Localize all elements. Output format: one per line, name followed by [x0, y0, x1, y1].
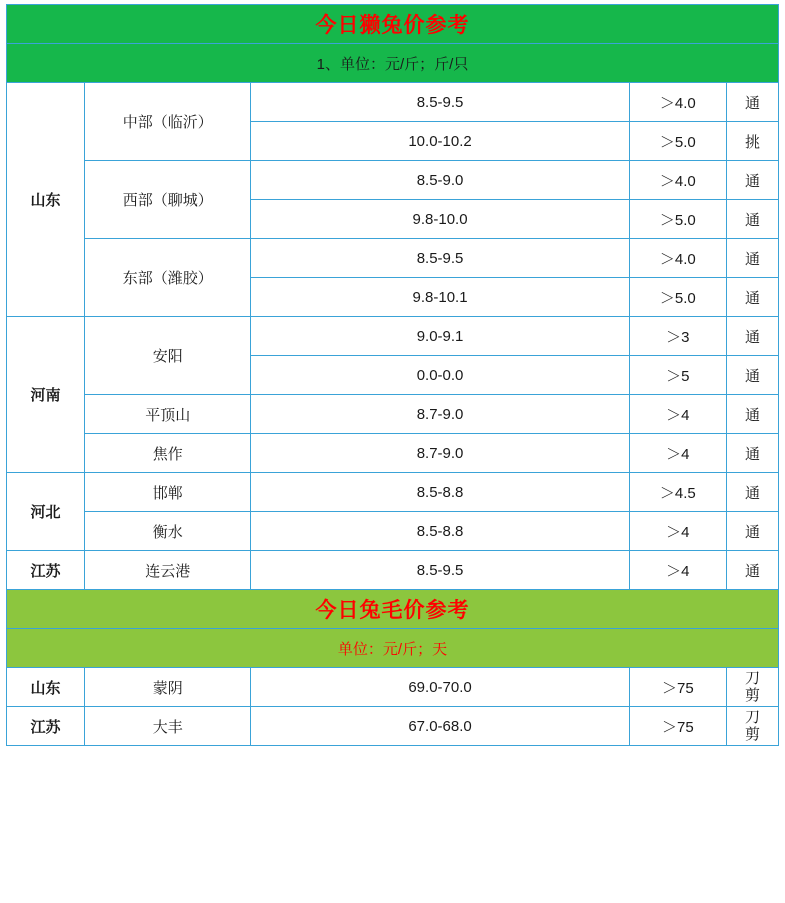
- price-cell: 8.5-9.5: [251, 551, 629, 590]
- price-cell: 0.0-0.0: [251, 356, 629, 395]
- weight-cell: ＞5.0: [629, 200, 726, 239]
- section-title-2: 今日兔毛价参考: [7, 590, 779, 629]
- region-cell: 安阳: [85, 317, 251, 395]
- table-row: [7, 707, 779, 746]
- weight-cell: ＞5.0: [629, 122, 726, 161]
- unit-note-1: 1、单位：元/斤；斤/只: [7, 44, 779, 83]
- mode-cell: 通: [726, 200, 778, 239]
- weight-cell: ＞4: [629, 512, 726, 551]
- table-row: [7, 434, 779, 473]
- mode-cell: 挑: [726, 122, 778, 161]
- table-row: [7, 317, 779, 356]
- price-cell: 8.7-9.0: [251, 395, 629, 434]
- price-cell: 8.5-8.8: [251, 473, 629, 512]
- table-row: [7, 473, 779, 512]
- weight-cell: ＞4.5: [629, 473, 726, 512]
- province-cell: 山东: [7, 668, 85, 707]
- table-row: [7, 83, 779, 122]
- mode-cell: 通: [726, 551, 778, 590]
- mode-cell: 通: [726, 473, 778, 512]
- table-row: [7, 239, 779, 278]
- price-cell: 8.5-9.5: [251, 83, 629, 122]
- unit-note-row-1: [7, 44, 779, 83]
- region-cell: 连云港: [85, 551, 251, 590]
- region-cell: 衡水: [85, 512, 251, 551]
- weight-cell: ＞5.0: [629, 278, 726, 317]
- mode-cell: 刀 剪: [726, 707, 778, 746]
- price-cell: 10.0-10.2: [251, 122, 629, 161]
- region-cell: 西部（聊城）: [85, 161, 251, 239]
- section-title-row-1: [7, 5, 779, 44]
- weight-cell: ＞4: [629, 395, 726, 434]
- section-title-row-2: [7, 590, 779, 629]
- province-cell: 江苏: [7, 551, 85, 590]
- table-row: [7, 668, 779, 707]
- price-cell: 8.5-9.5: [251, 239, 629, 278]
- price-cell: 8.7-9.0: [251, 434, 629, 473]
- rabbit-fur-price-table: [6, 4, 779, 746]
- region-cell: 平顶山: [85, 395, 251, 434]
- province-cell: 山东: [7, 83, 85, 317]
- price-cell: 9.0-9.1: [251, 317, 629, 356]
- unit-note-row-2: [7, 629, 779, 668]
- weight-cell: ＞75: [629, 668, 726, 707]
- unit-note-2: 单位：元/斤；天: [7, 629, 779, 668]
- mode-cell: 通: [726, 512, 778, 551]
- mode-cell: 通: [726, 161, 778, 200]
- region-cell: 东部（潍胶）: [85, 239, 251, 317]
- region-cell: 中部（临沂）: [85, 83, 251, 161]
- weight-cell: ＞3: [629, 317, 726, 356]
- mode-cell: 通: [726, 356, 778, 395]
- region-cell: 蒙阴: [85, 668, 251, 707]
- table-row: [7, 395, 779, 434]
- price-cell: 9.8-10.0: [251, 200, 629, 239]
- region-cell: 大丰: [85, 707, 251, 746]
- price-cell: 8.5-8.8: [251, 512, 629, 551]
- mode-cell: 通: [726, 239, 778, 278]
- price-cell: 8.5-9.0: [251, 161, 629, 200]
- province-cell: 江苏: [7, 707, 85, 746]
- weight-cell: ＞4.0: [629, 83, 726, 122]
- weight-cell: ＞4.0: [629, 161, 726, 200]
- mode-cell: 通: [726, 83, 778, 122]
- mode-cell: 通: [726, 395, 778, 434]
- province-cell: 河南: [7, 317, 85, 473]
- weight-cell: ＞5: [629, 356, 726, 395]
- weight-cell: ＞75: [629, 707, 726, 746]
- section-title-1: 今日獭兔价参考: [7, 5, 779, 44]
- region-cell: 邯郸: [85, 473, 251, 512]
- mode-cell: 通: [726, 317, 778, 356]
- mode-cell: 通: [726, 434, 778, 473]
- mode-cell: 通: [726, 278, 778, 317]
- weight-cell: ＞4: [629, 434, 726, 473]
- region-cell: 焦作: [85, 434, 251, 473]
- table-row: [7, 512, 779, 551]
- weight-cell: ＞4: [629, 551, 726, 590]
- table-row: [7, 551, 779, 590]
- table-row: [7, 161, 779, 200]
- price-cell: 9.8-10.1: [251, 278, 629, 317]
- price-cell: 69.0-70.0: [251, 668, 629, 707]
- price-cell: 67.0-68.0: [251, 707, 629, 746]
- mode-cell: 刀 剪: [726, 668, 778, 707]
- weight-cell: ＞4.0: [629, 239, 726, 278]
- province-cell: 河北: [7, 473, 85, 551]
